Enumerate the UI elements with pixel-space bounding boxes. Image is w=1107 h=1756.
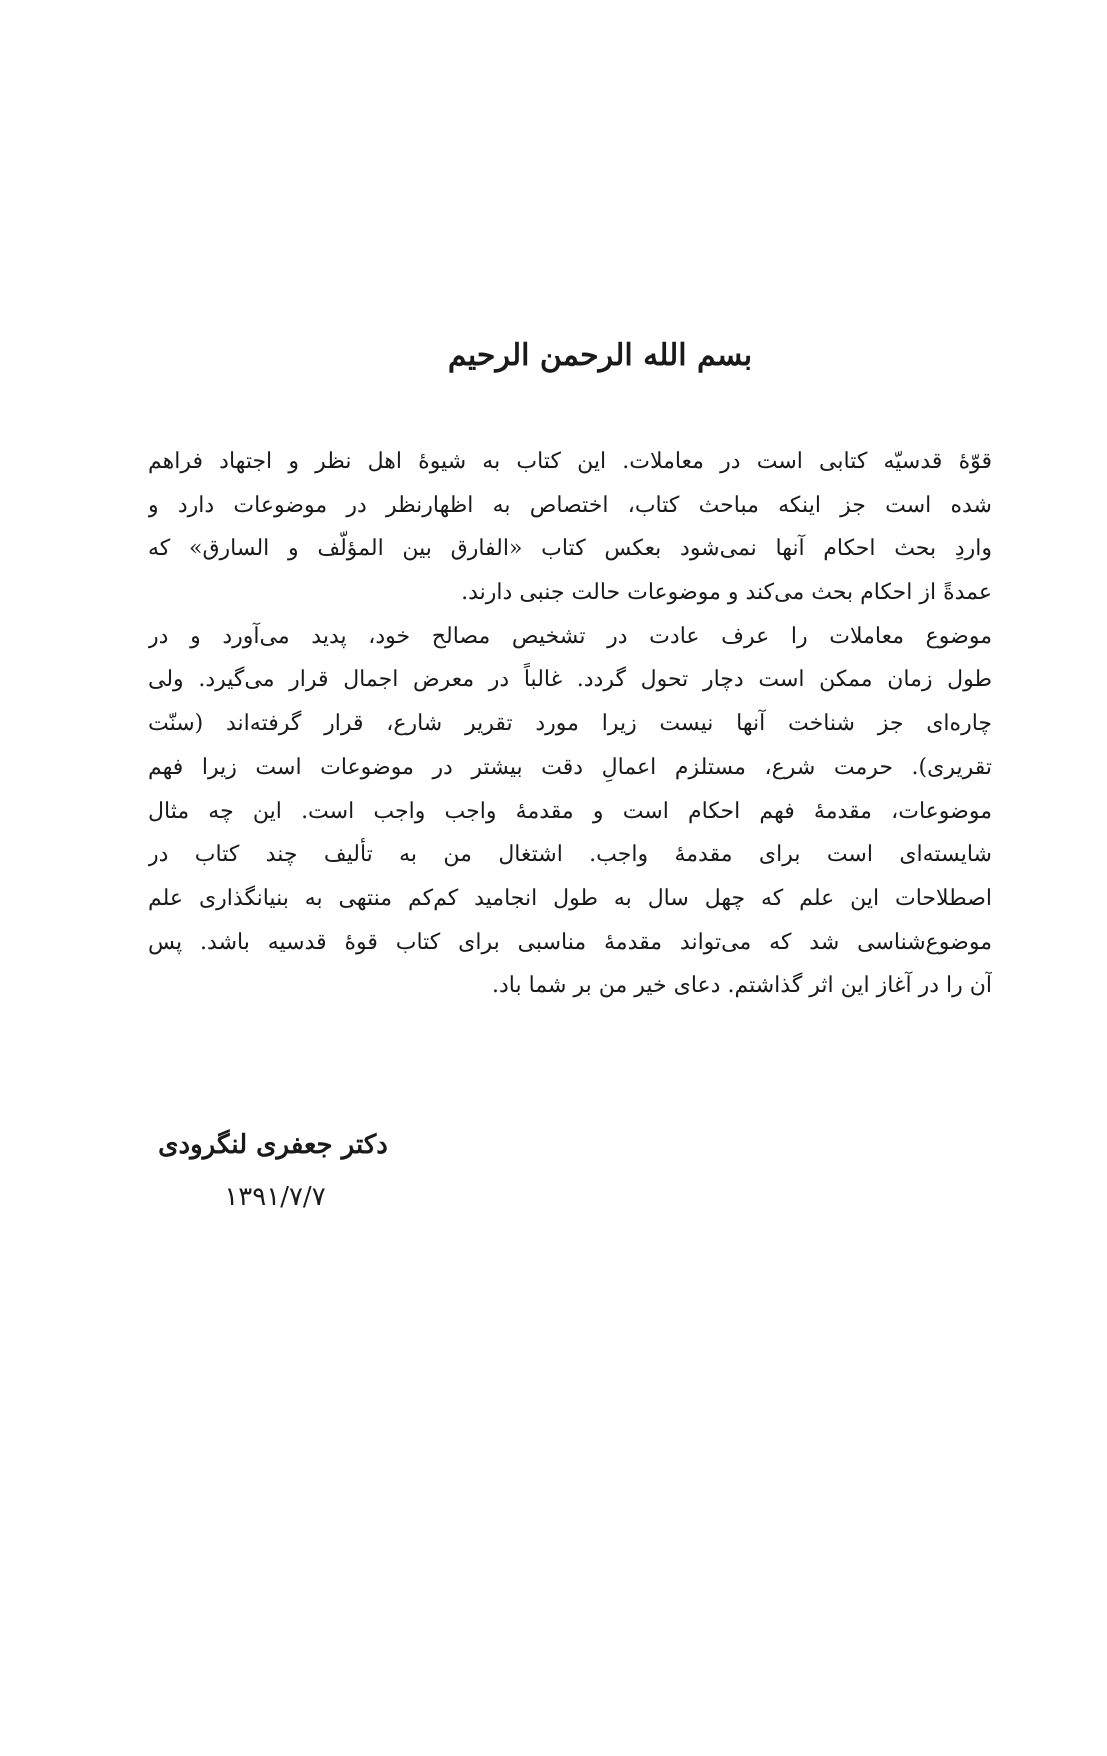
paragraph-1 [148,440,992,615]
text-line: طول زمان ممکن است دچار تحول گردد. غالباً در معرض اجمال قرار می‌گیرد. ولی [148,667,992,693]
text-line: آن را در آغاز این اثر گذاشتم. دعای خیر من بر شما باد. [492,973,992,999]
text-line: موضوعات، مقدمهٔ فهم احکام است و مقدمهٔ واجب واجب است. این چه مثال [148,798,992,824]
text-line: موضوع معاملات را عرف عادت در تشخیص مصالح خود، پدید می‌آورد و در [148,623,992,649]
signature-date: ۱۳۹۱/۷/۷ [224,1182,326,1212]
text-line: واردِ بحث احکام آنها نمی‌شود بعکس کتاب «الفارق بین المؤلّف و السارق» که [148,536,992,562]
text-line: اصطلاحات این علم که چهل سال به طول انجامید کم‌کم منتهی به بنیانگذاری علم [148,885,992,911]
text-line: شایسته‌ای است برای مقدمهٔ واجب. اشتغال من به تألیف چند کتاب در [148,842,992,868]
text-line: عمدةً از احکام بحث می‌کند و موضوعات حالت جنبی دارند. [461,580,992,606]
text-line: موضوع‌شناسی شد که می‌تواند مقدمهٔ مناسبی برای کتاب قوهٔ قدسیه باشد. پس [148,929,992,955]
text-line: تقریری). حرمت شرع، مستلزم اعمالِ دقت بیشتر در موضوعات است زیرا فهم [148,754,992,780]
text-line: قوّهٔ قدسیّه کتابی است در معاملات. این کتاب به شیوهٔ اهل نظر و اجتهاد فراهم [148,449,992,474]
text-line: شده است جز اینکه مباحث کتاب، اختصاص به اظهارنظر در موضوعات دارد و [148,492,992,518]
author-signature: دکتر جعفری لنگرودی [158,1130,388,1160]
page-heading: بسم الله الرحمن الرحیم [447,338,753,373]
paragraph-2 [148,615,992,1008]
preface-body [148,440,992,1008]
text-line: چاره‌ای جز شناخت آنها نیست زیرا مورد تقریر شارع، قرار گرفته‌اند (سنّت [148,711,992,737]
